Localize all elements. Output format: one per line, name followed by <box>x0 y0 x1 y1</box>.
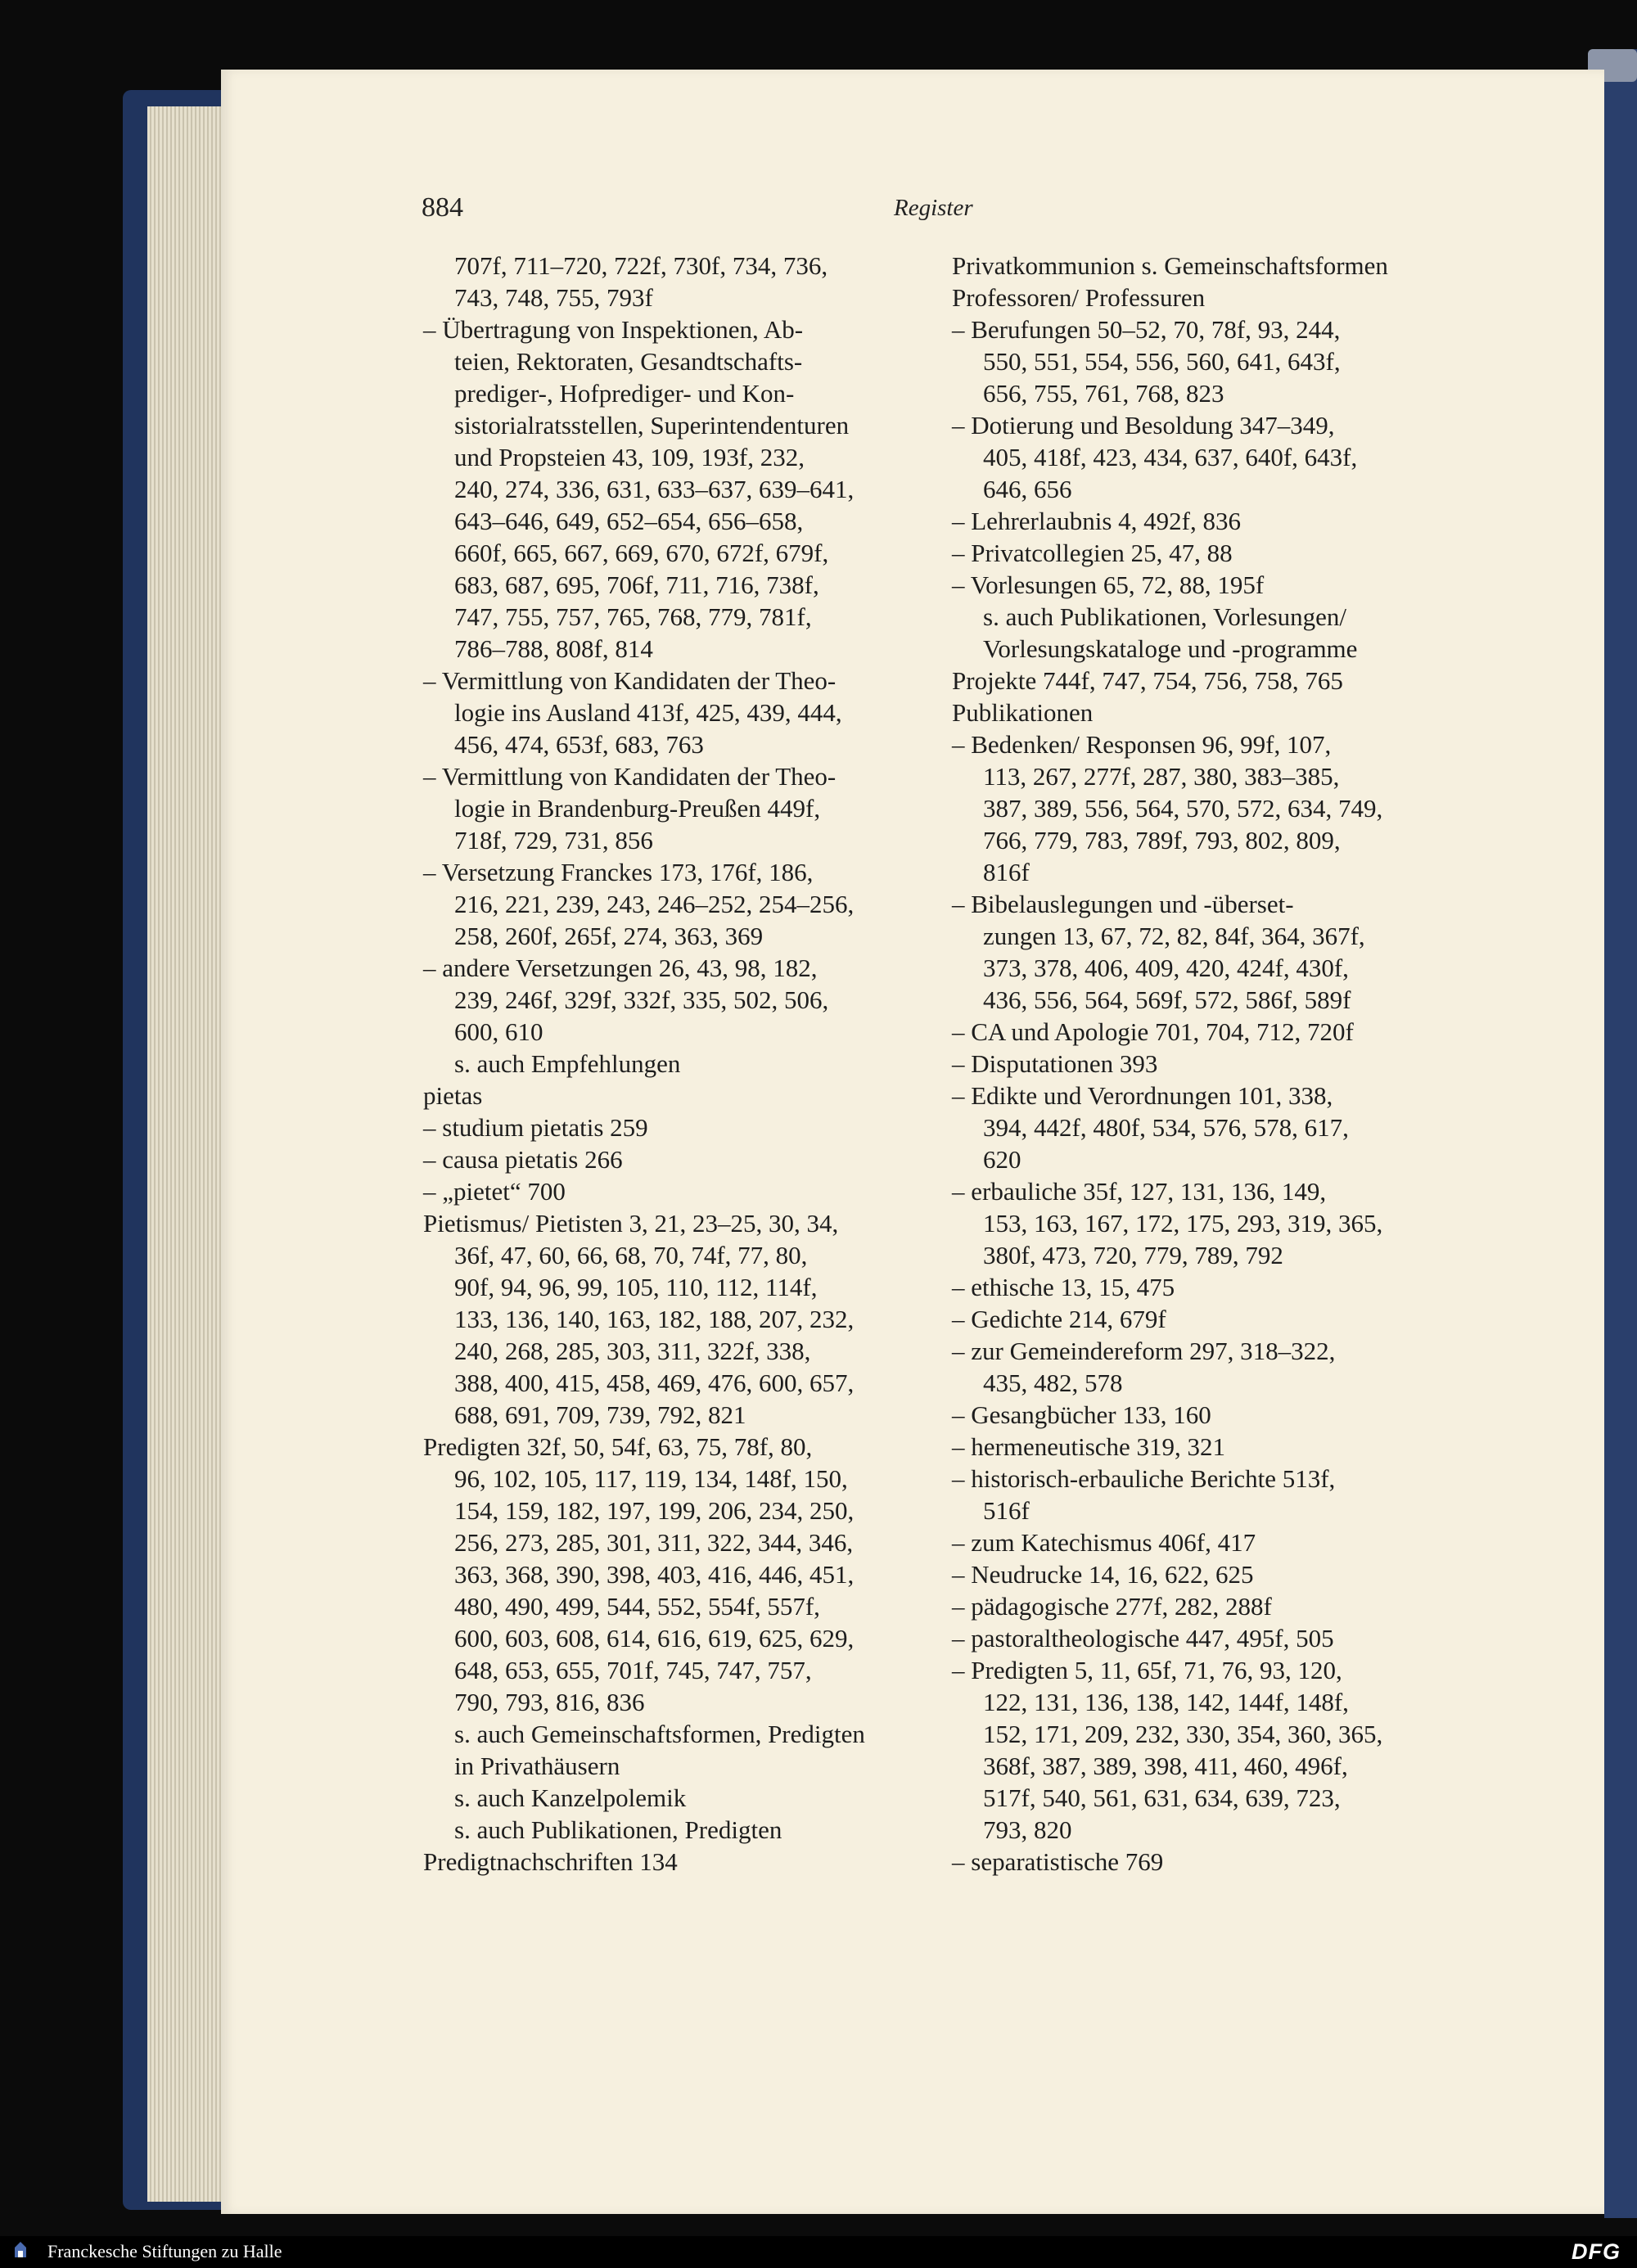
index-line: s. auch Publikationen, Vorlesungen/ <box>983 602 1347 631</box>
index-line: – CA und Apologie 701, 704, 712, 720f <box>952 1017 1354 1046</box>
index-line: prediger-, Hofprediger- und Kon- <box>454 379 795 408</box>
index-line: – hermeneutische 319, 321 <box>952 1432 1226 1461</box>
index-line: – Versetzung Franckes 173, 176f, 186, <box>423 858 814 886</box>
index-line: – Vorlesungen 65, 72, 88, 195f <box>952 570 1265 599</box>
index-line: 643–646, 649, 652–654, 656–658, <box>454 507 804 535</box>
index-line: 216, 221, 239, 243, 246–252, 254–256, <box>454 890 855 918</box>
index-line: logie ins Ausland 413f, 425, 439, 444, <box>454 698 842 727</box>
index-line: Projekte 744f, 747, 754, 756, 758, 765 <box>952 666 1343 695</box>
index-line: 387, 389, 556, 564, 570, 572, 634, 749, <box>983 794 1383 823</box>
index-line: 793, 820 <box>983 1815 1072 1844</box>
index-line: – Gedichte 214, 679f <box>952 1305 1166 1333</box>
index-line: 600, 603, 608, 614, 616, 619, 625, 629, <box>454 1624 855 1653</box>
index-line: Predigten 32f, 50, 54f, 63, 75, 78f, 80, <box>423 1432 813 1461</box>
index-line: 790, 793, 816, 836 <box>454 1688 645 1716</box>
index-line: pietas <box>423 1081 483 1110</box>
index-line: 786–788, 808f, 814 <box>454 634 653 663</box>
index-line: – ethische 13, 15, 475 <box>952 1273 1175 1301</box>
index-line: und Propsteien 43, 109, 193f, 232, <box>454 443 805 471</box>
index-line: 683, 687, 695, 706f, 711, 716, 738f, <box>454 570 819 599</box>
index-line: – „pietet“ 700 <box>423 1177 566 1206</box>
index-column-left <box>423 250 929 1878</box>
footer-institution: Franckesche Stiftungen zu Halle <box>47 2241 282 2261</box>
index-line: Privatkommunion s. Gemeinschaftsformen <box>952 251 1388 280</box>
index-line: 154, 159, 182, 197, 199, 206, 234, 250, <box>454 1496 855 1525</box>
index-line: 373, 378, 406, 409, 420, 424f, 430f, <box>983 954 1349 982</box>
index-line: logie in Brandenburg-Preußen 449f, <box>454 794 821 823</box>
index-line: 747, 755, 757, 765, 768, 779, 781f, <box>454 602 812 631</box>
index-line: 96, 102, 105, 117, 119, 134, 148f, 150, <box>454 1464 848 1493</box>
index-line: Professoren/ Professuren <box>952 283 1206 312</box>
index-line: – zur Gemeindereform 297, 318–322, <box>952 1337 1336 1365</box>
index-line: s. auch Kanzelpolemik <box>454 1783 687 1812</box>
index-line: 516f <box>983 1496 1030 1525</box>
index-line: – causa pietatis 266 <box>423 1145 623 1174</box>
index-line: 436, 556, 564, 569f, 572, 586f, 589f <box>983 985 1351 1014</box>
index-line: – Privatcollegien 25, 47, 88 <box>952 539 1233 567</box>
index-line: – erbauliche 35f, 127, 131, 136, 149, <box>952 1177 1327 1206</box>
index-line: 743, 748, 755, 793f <box>454 283 653 312</box>
index-line: – pastoraltheologische 447, 495f, 505 <box>952 1624 1334 1653</box>
index-line: 600, 610 <box>454 1017 543 1046</box>
index-line: – Predigten 5, 11, 65f, 71, 76, 93, 120, <box>952 1656 1342 1684</box>
index-line: in Privathäusern <box>454 1752 620 1780</box>
index-line: 394, 442f, 480f, 534, 576, 578, 617, <box>983 1113 1349 1142</box>
index-line: 456, 474, 653f, 683, 763 <box>454 730 704 759</box>
index-line: 688, 691, 709, 739, 792, 821 <box>454 1400 746 1429</box>
index-line: 656, 755, 761, 768, 823 <box>983 379 1224 408</box>
index-line: s. auch Publikationen, Predigten <box>454 1815 782 1844</box>
index-line: 36f, 47, 60, 66, 68, 70, 74f, 77, 80, <box>454 1241 808 1269</box>
index-line: 550, 551, 554, 556, 560, 641, 643f, <box>983 347 1341 376</box>
index-line: – Dotierung und Besoldung 347–349, <box>952 411 1335 440</box>
index-line: 240, 268, 285, 303, 311, 322f, 338, <box>454 1337 811 1365</box>
page-number: 884 <box>422 192 463 223</box>
index-line: 766, 779, 783, 789f, 793, 802, 809, <box>983 826 1341 854</box>
index-line: – andere Versetzungen 26, 43, 98, 182, <box>423 954 818 982</box>
index-line: 368f, 387, 389, 398, 411, 460, 496f, <box>983 1752 1348 1780</box>
index-line: 239, 246f, 329f, 332f, 335, 502, 506, <box>454 985 829 1014</box>
dfg-logo: DFG <box>1572 2239 1621 2264</box>
index-line: – zum Katechismus 406f, 417 <box>952 1528 1256 1557</box>
index-line: 380f, 473, 720, 779, 789, 792 <box>983 1241 1283 1269</box>
index-line: – Gesangbücher 133, 160 <box>952 1400 1211 1429</box>
index-line: 256, 273, 285, 301, 311, 322, 344, 346, <box>454 1528 854 1557</box>
viewer-footer <box>0 2236 1637 2268</box>
index-line: 122, 131, 136, 138, 142, 144f, 148f, <box>983 1688 1349 1716</box>
index-line: 435, 482, 578 <box>983 1368 1123 1397</box>
index-line: – Bedenken/ Responsen 96, 99f, 107, <box>952 730 1332 759</box>
index-line: s. auch Gemeinschaftsformen, Predigten <box>454 1720 865 1748</box>
index-line: 363, 368, 390, 398, 403, 416, 446, 451, <box>454 1560 855 1589</box>
running-title: Register <box>894 195 973 221</box>
index-line: zungen 13, 67, 72, 82, 84f, 364, 367f, <box>983 922 1365 950</box>
index-line: – separatistische 769 <box>952 1847 1164 1876</box>
index-line: – Bibelauslegungen und -überset- <box>952 890 1294 918</box>
index-line: 517f, 540, 561, 631, 634, 639, 723, <box>983 1783 1341 1812</box>
index-line: 718f, 729, 731, 856 <box>454 826 653 854</box>
index-line: 707f, 711–720, 722f, 730f, 734, 736, <box>454 251 828 280</box>
index-line: 648, 653, 655, 701f, 745, 747, 757, <box>454 1656 812 1684</box>
foundation-logo-icon <box>8 2239 33 2264</box>
index-line: 388, 400, 415, 458, 469, 476, 600, 657, <box>454 1368 855 1397</box>
index-line: – Lehrerlaubnis 4, 492f, 836 <box>952 507 1241 535</box>
index-line: 90f, 94, 96, 99, 105, 110, 112, 114f, <box>454 1273 818 1301</box>
index-line: 660f, 665, 667, 669, 670, 672f, 679f, <box>454 539 829 567</box>
index-line: 133, 136, 140, 163, 182, 188, 207, 232, <box>454 1305 855 1333</box>
index-line: – Edikte und Verordnungen 101, 338, <box>952 1081 1333 1110</box>
index-line: 480, 490, 499, 544, 552, 554f, 557f, <box>454 1592 820 1621</box>
index-line: – Übertragung von Inspektionen, Ab- <box>423 315 804 344</box>
next-page-edge <box>1604 49 1637 2218</box>
index-line: – Berufungen 50–52, 70, 78f, 93, 244, <box>952 315 1341 344</box>
index-line: – Neudrucke 14, 16, 622, 625 <box>952 1560 1254 1589</box>
index-line: 153, 163, 167, 172, 175, 293, 319, 365, <box>983 1209 1383 1238</box>
index-line: – historisch-erbauliche Berichte 513f, <box>952 1464 1336 1493</box>
index-line: 405, 418f, 423, 434, 637, 640f, 643f, <box>983 443 1358 471</box>
index-line: 113, 267, 277f, 287, 380, 383–385, <box>983 762 1340 791</box>
index-line: 620 <box>983 1145 1021 1174</box>
index-line: 240, 274, 336, 631, 633–637, 639–641, <box>454 475 855 503</box>
index-line: Predigtnachschriften 134 <box>423 1847 678 1876</box>
index-column-right <box>952 250 1463 1878</box>
index-line: – Vermittlung von Kandidaten der Theo- <box>423 762 837 791</box>
index-line: – studium pietatis 259 <box>423 1113 648 1142</box>
index-line: 258, 260f, 265f, 274, 363, 369 <box>454 922 764 950</box>
index-line: Publikationen <box>952 698 1094 727</box>
index-line: 152, 171, 209, 232, 330, 354, 360, 365, <box>983 1720 1383 1748</box>
index-line: – Disputationen 393 <box>952 1049 1158 1078</box>
index-line: teien, Rektoraten, Gesandtschafts- <box>454 347 803 376</box>
index-line: s. auch Empfehlungen <box>454 1049 681 1078</box>
index-line: – pädagogische 277f, 282, 288f <box>952 1592 1272 1621</box>
index-line: 816f <box>983 858 1030 886</box>
index-line: sistorialratsstellen, Superintendenturen <box>454 411 850 440</box>
index-line: Vorlesungskataloge und -programme <box>983 634 1358 663</box>
index-line: 646, 656 <box>983 475 1072 503</box>
index-line: – Vermittlung von Kandidaten der Theo- <box>423 666 837 695</box>
index-line: Pietismus/ Pietisten 3, 21, 23–25, 30, 34, <box>423 1209 839 1238</box>
